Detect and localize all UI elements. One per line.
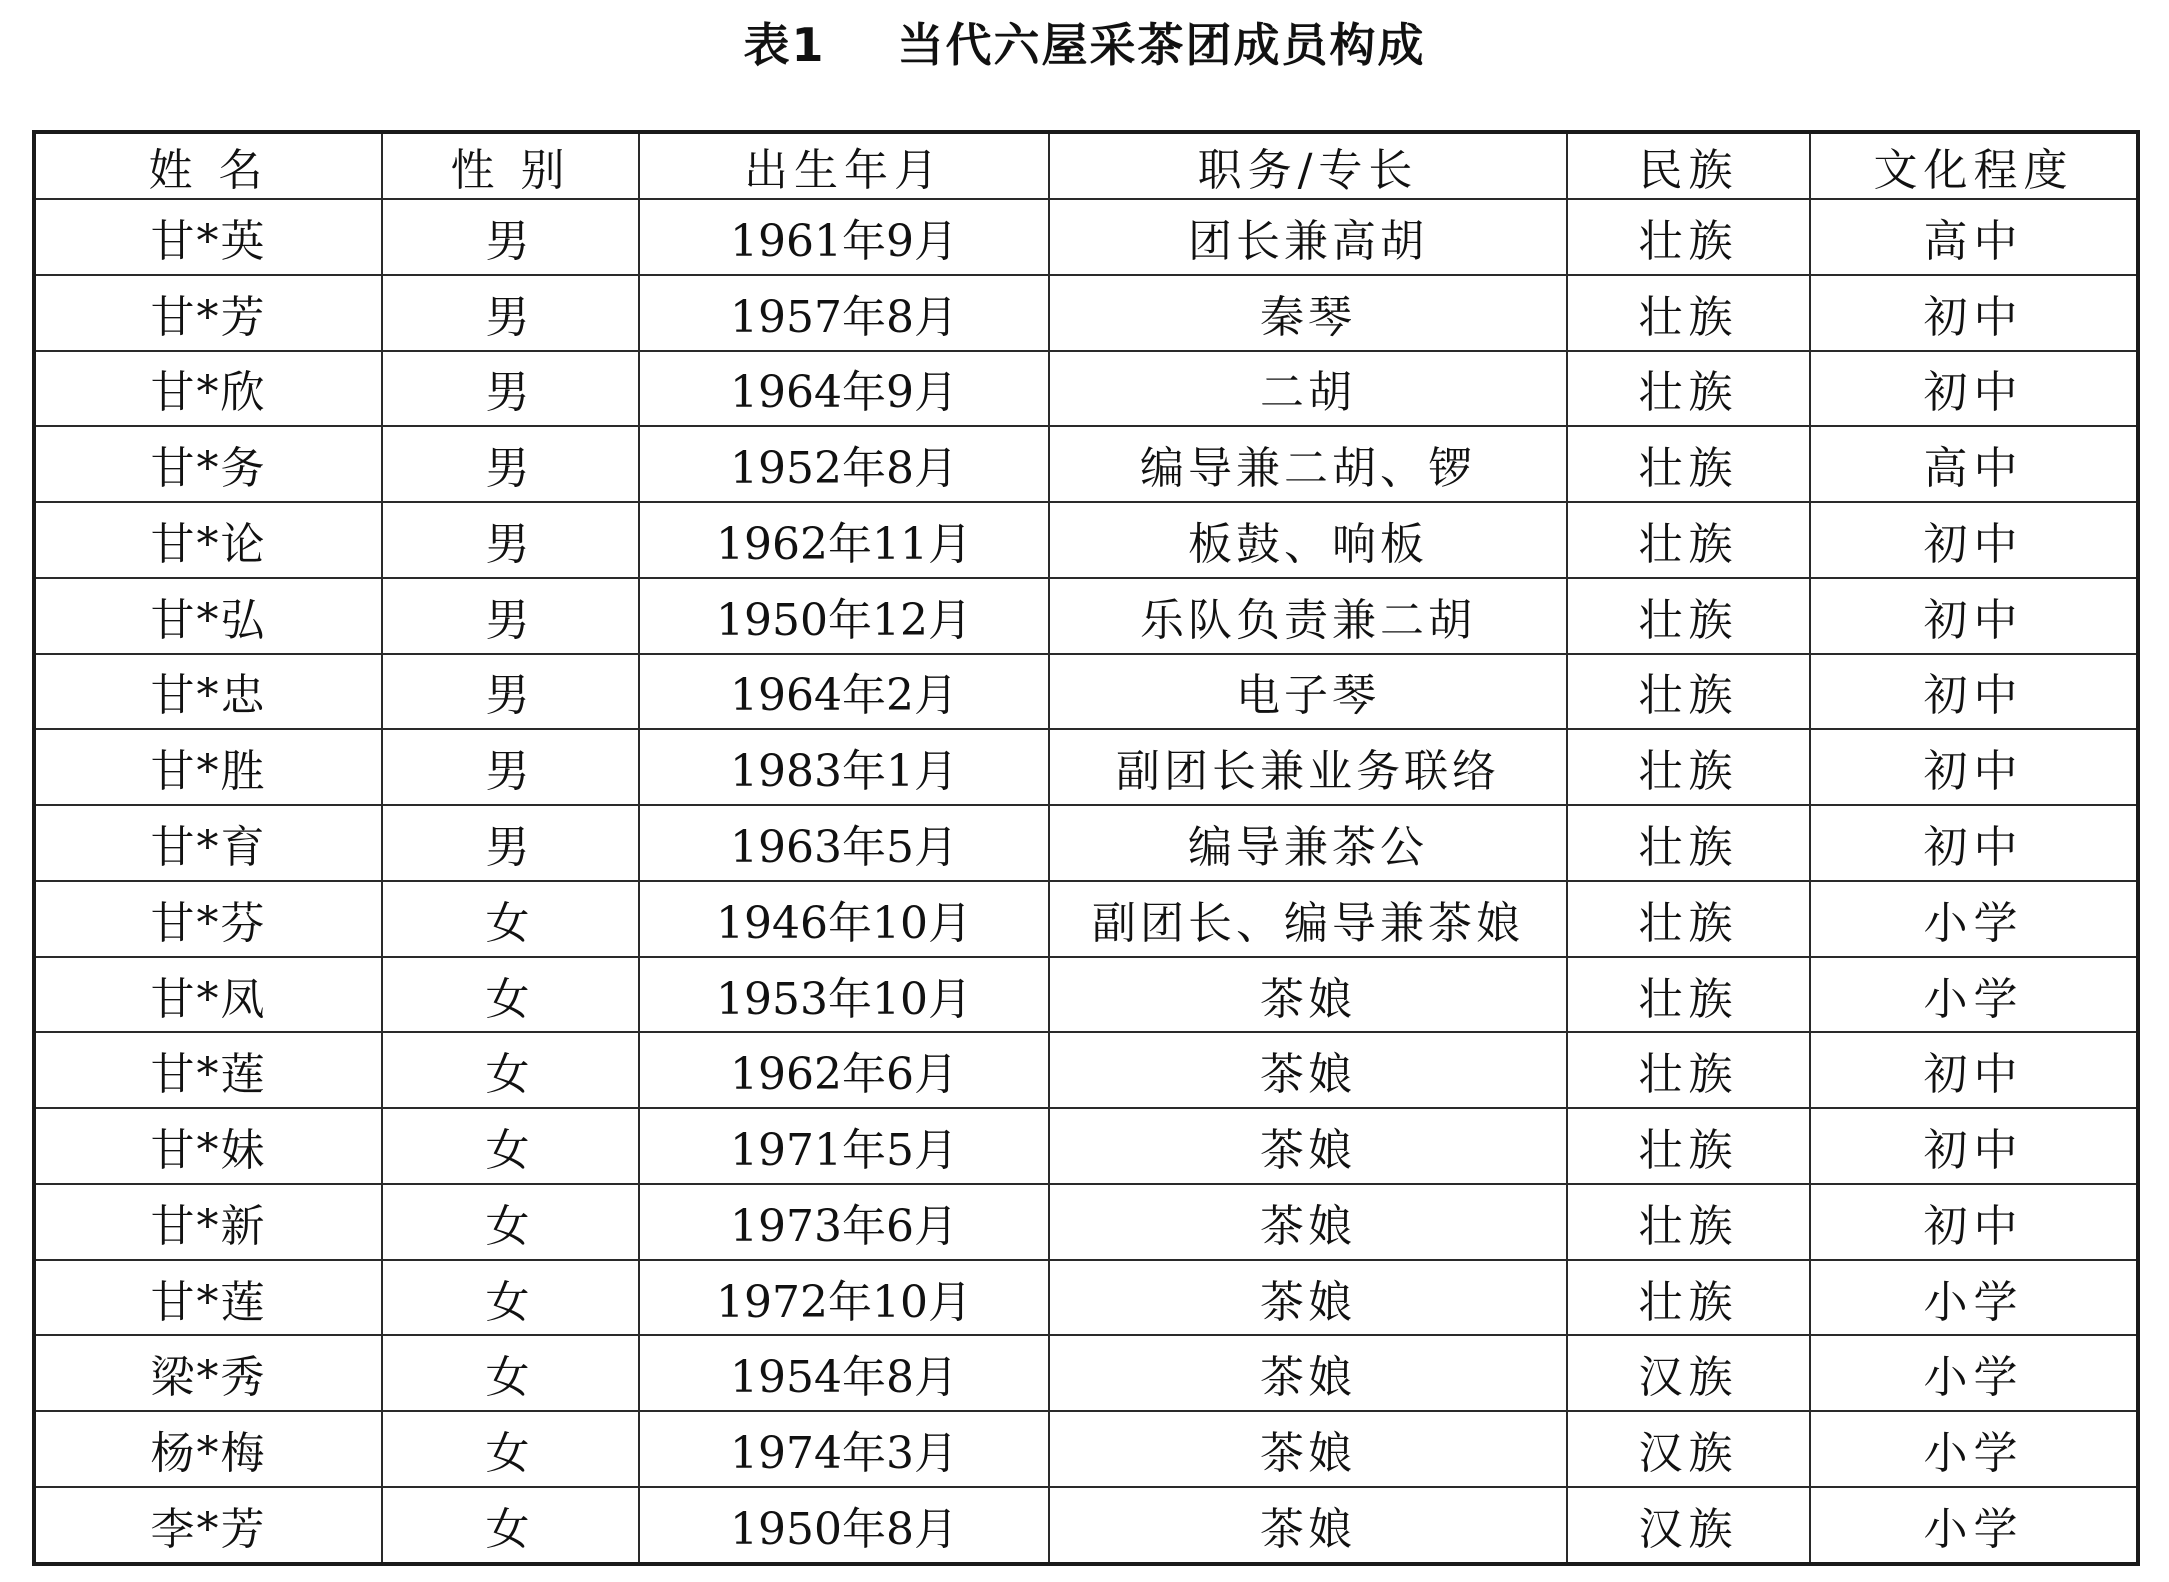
cell-gender: 男 [382,805,639,881]
table-row [34,426,2138,502]
cell-education: 高中 [1810,426,2138,502]
cell-birth: 1952年8月 [639,426,1049,502]
table-row [34,1335,2138,1411]
cell-birth: 1972年10月 [639,1260,1049,1336]
table-row [34,351,2138,427]
cell-birth: 1962年11月 [639,502,1049,578]
cell-ethnicity: 壮族 [1567,729,1810,805]
header-education: 文化程度 [1810,132,2138,199]
table-row [34,881,2138,957]
cell-gender: 女 [382,1108,639,1184]
cell-ethnicity: 壮族 [1567,275,1810,351]
cell-role: 编导兼二胡、锣 [1049,426,1567,502]
cell-name: 杨*梅 [34,1411,382,1487]
cell-education: 小学 [1810,1260,2138,1336]
table-title: 表1 当代六屋采茶团成员构成 [743,18,1426,72]
cell-birth: 1946年10月 [639,881,1049,957]
cell-ethnicity: 壮族 [1567,805,1810,881]
cell-education: 小学 [1810,1335,2138,1411]
cell-role: 副团长兼业务联络 [1049,729,1567,805]
cell-role: 乐队负责兼二胡 [1049,578,1567,654]
cell-education: 高中 [1810,199,2138,275]
cell-name: 甘*芳 [34,275,382,351]
cell-gender: 女 [382,1487,639,1564]
cell-birth: 1957年8月 [639,275,1049,351]
cell-name: 甘*论 [34,502,382,578]
cell-education: 初中 [1810,654,2138,730]
cell-ethnicity: 壮族 [1567,1184,1810,1260]
cell-birth: 1963年5月 [639,805,1049,881]
cell-ethnicity: 汉族 [1567,1411,1810,1487]
cell-education: 小学 [1810,957,2138,1033]
cell-ethnicity: 壮族 [1567,957,1810,1033]
cell-name: 甘*忠 [34,654,382,730]
table-row [34,1260,2138,1336]
cell-name: 甘*凤 [34,957,382,1033]
cell-role: 二胡 [1049,351,1567,427]
cell-name: 甘*芬 [34,881,382,957]
header-row [34,132,2138,199]
cell-role: 茶娘 [1049,1411,1567,1487]
cell-role: 茶娘 [1049,1184,1567,1260]
cell-birth: 1962年6月 [639,1032,1049,1108]
table-row [34,1411,2138,1487]
cell-education: 小学 [1810,1411,2138,1487]
header-name: 姓 名 [34,132,382,199]
cell-gender: 男 [382,654,639,730]
cell-name: 甘*莲 [34,1032,382,1108]
header-ethnicity: 民族 [1567,132,1810,199]
cell-role: 茶娘 [1049,1260,1567,1336]
cell-name: 甘*新 [34,1184,382,1260]
table-body [34,199,2138,1564]
table-row [34,1184,2138,1260]
table-row [34,1032,2138,1108]
header-gender: 性 别 [382,132,639,199]
cell-gender: 男 [382,275,639,351]
cell-ethnicity: 壮族 [1567,1108,1810,1184]
cell-education: 初中 [1810,729,2138,805]
cell-name: 甘*英 [34,199,382,275]
cell-birth: 1950年8月 [639,1487,1049,1564]
cell-role: 电子琴 [1049,654,1567,730]
table-row [34,1487,2138,1564]
cell-role: 茶娘 [1049,1032,1567,1108]
header-role: 职务/专长 [1049,132,1567,199]
cell-ethnicity: 壮族 [1567,881,1810,957]
cell-education: 初中 [1810,1108,2138,1184]
cell-role: 茶娘 [1049,1487,1567,1564]
cell-birth: 1983年1月 [639,729,1049,805]
cell-gender: 男 [382,426,639,502]
cell-gender: 男 [382,502,639,578]
cell-gender: 女 [382,957,639,1033]
cell-birth: 1971年5月 [639,1108,1049,1184]
table-row [34,654,2138,730]
cell-education: 初中 [1810,805,2138,881]
table-row [34,275,2138,351]
cell-name: 甘*胜 [34,729,382,805]
cell-role: 团长兼高胡 [1049,199,1567,275]
cell-ethnicity: 壮族 [1567,351,1810,427]
cell-ethnicity: 壮族 [1567,502,1810,578]
cell-gender: 男 [382,199,639,275]
cell-role: 茶娘 [1049,957,1567,1033]
cell-education: 初中 [1810,502,2138,578]
cell-name: 甘*务 [34,426,382,502]
cell-ethnicity: 壮族 [1567,654,1810,730]
cell-birth: 1973年6月 [639,1184,1049,1260]
cell-gender: 女 [382,1411,639,1487]
cell-role: 副团长、编导兼茶娘 [1049,881,1567,957]
cell-ethnicity: 壮族 [1567,426,1810,502]
cell-name: 甘*莲 [34,1260,382,1336]
cell-role: 茶娘 [1049,1335,1567,1411]
cell-ethnicity: 壮族 [1567,1260,1810,1336]
cell-gender: 女 [382,1032,639,1108]
cell-role: 板鼓、响板 [1049,502,1567,578]
table-row [34,805,2138,881]
cell-education: 初中 [1810,578,2138,654]
cell-gender: 女 [382,1260,639,1336]
cell-birth: 1950年12月 [639,578,1049,654]
cell-ethnicity: 汉族 [1567,1335,1810,1411]
cell-birth: 1964年9月 [639,351,1049,427]
cell-education: 小学 [1810,1487,2138,1564]
table-row [34,578,2138,654]
cell-birth: 1961年9月 [639,199,1049,275]
cell-gender: 女 [382,1335,639,1411]
header-birth: 出生年月 [639,132,1049,199]
cell-gender: 女 [382,1184,639,1260]
cell-ethnicity: 壮族 [1567,199,1810,275]
cell-name: 梁*秀 [34,1335,382,1411]
cell-gender: 男 [382,578,639,654]
table-row [34,199,2138,275]
cell-role: 编导兼茶公 [1049,805,1567,881]
cell-ethnicity: 壮族 [1567,1032,1810,1108]
cell-birth: 1954年8月 [639,1335,1049,1411]
table-row [34,729,2138,805]
cell-name: 甘*育 [34,805,382,881]
cell-role: 茶娘 [1049,1108,1567,1184]
cell-role: 秦琴 [1049,275,1567,351]
cell-gender: 男 [382,351,639,427]
cell-education: 初中 [1810,1032,2138,1108]
table-row [34,502,2138,578]
table-row [34,957,2138,1033]
cell-education: 初中 [1810,1184,2138,1260]
cell-name: 甘*弘 [34,578,382,654]
cell-birth: 1953年10月 [639,957,1049,1033]
cell-name: 甘*欣 [34,351,382,427]
members-table [32,130,2140,1566]
cell-gender: 女 [382,881,639,957]
cell-name: 李*芳 [34,1487,382,1564]
table-row [34,1108,2138,1184]
cell-education: 小学 [1810,881,2138,957]
cell-birth: 1964年2月 [639,654,1049,730]
cell-ethnicity: 汉族 [1567,1487,1810,1564]
cell-ethnicity: 壮族 [1567,578,1810,654]
cell-education: 初中 [1810,275,2138,351]
cell-gender: 男 [382,729,639,805]
cell-education: 初中 [1810,351,2138,427]
cell-birth: 1974年3月 [639,1411,1049,1487]
cell-name: 甘*妹 [34,1108,382,1184]
